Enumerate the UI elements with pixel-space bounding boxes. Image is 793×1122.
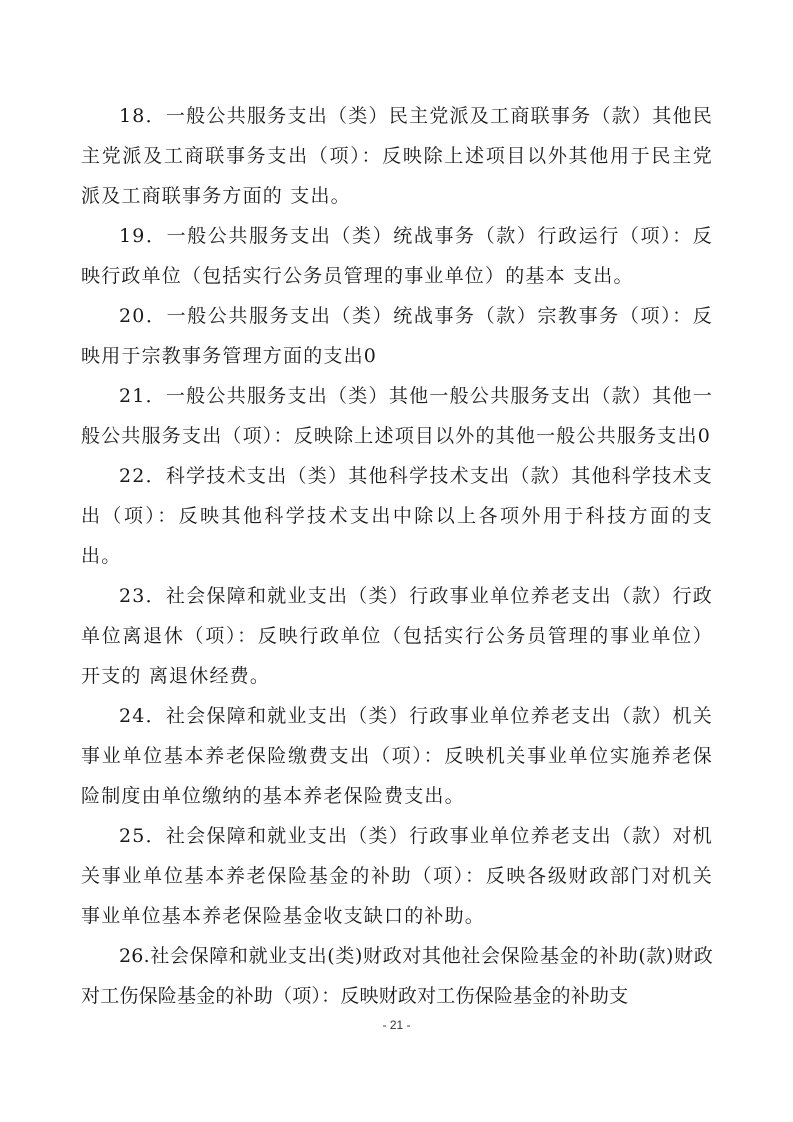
paragraph-23: 23．社会保障和就业支出（类）行政事业单位养老支出（款）行政单位离退休（项）：反映行政单位（包括实行公务员管理的事业单位）开支的 离退休经费。	[81, 585, 713, 687]
document-body	[81, 96, 713, 1016]
paragraph-19: 19．一般公共服务支出（类）统战事务（款）行政运行（项）：反映行政单位（包括实行公务员管理的事业单位）的基本 支出。	[81, 225, 713, 287]
paragraph-21: 21．一般公共服务支出（类）其他一般公共服务支出（款）其他一般公共服务支出（项）：反映除上述项目以外的其他一般公共服务支出0	[81, 385, 713, 447]
paragraph-22: 22．科学技术支出（类）其他科学技术支出（款）其他科学技术支出（项）：反映其他科学技术支出中除以上各项外用于科技方面的支出。	[81, 465, 713, 567]
paragraph-20: 20．一般公共服务支出（类）统战事务（款）宗教事务（项）：反映用于宗教事务管理方面的支出0	[81, 305, 713, 367]
paragraph-24: 24．社会保障和就业支出（类）行政事业单位养老支出（款）机关事业单位基本养老保险缴费支出（项）：反映机关事业单位实施养老保险制度由单位缴纳的基本养老保险费支出。	[81, 705, 713, 807]
paragraph-25: 25．社会保障和就业支出（类）行政事业单位养老支出（款）对机关事业单位基本养老保险基金的补助（项）：反映各级财政部门对机关事业单位基本养老保险基金收支缺口的补助。	[81, 825, 713, 927]
page-number: - 21 -	[382, 1018, 411, 1032]
paragraph-26: 26.社会保障和就业支出(类)财政对其他社会保险基金的补助(款)财政对工伤保险基金的补助（项）：反映财政对工伤保险基金的补助支	[81, 945, 713, 1007]
paragraph-18: 18．一般公共服务支出（类）民主党派及工商联事务（款）其他民主党派及工商联事务支出（项）：反映除上述项目以外其他用于民主党派及工商联事务方面的 支出。	[81, 105, 713, 207]
